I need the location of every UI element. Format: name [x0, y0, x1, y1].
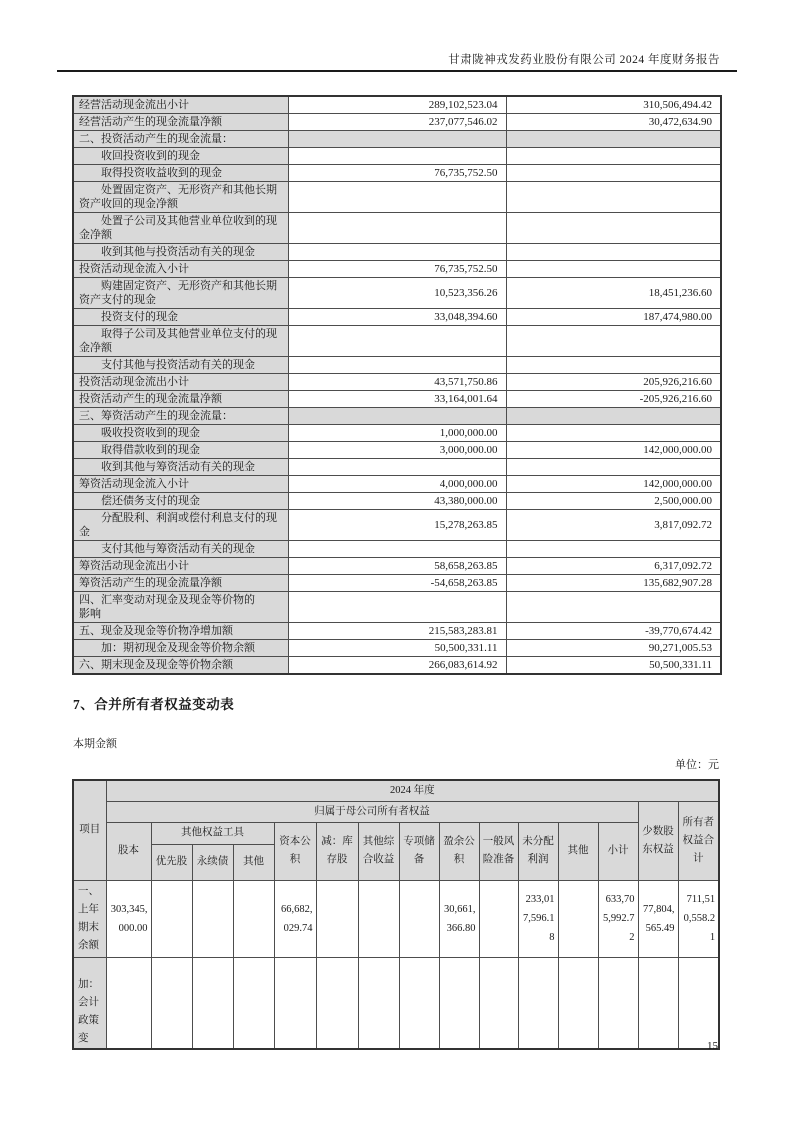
table-row [73, 182, 721, 213]
header-total-equity: 所有者权益合计 [678, 801, 719, 880]
cell-other [558, 880, 598, 957]
table-row [73, 442, 721, 459]
row-label: 筹资活动产生的现金流量净额 [73, 575, 288, 592]
row-label: 取得借款收到的现金 [73, 442, 288, 459]
value-current-period [288, 592, 506, 623]
header-minority-interest: 少数股东权益 [638, 801, 678, 880]
value-current-period [288, 182, 506, 213]
value-current-period: 33,164,001.64 [288, 391, 506, 408]
value-previous-period: 205,926,216.60 [506, 374, 721, 391]
table-row [73, 880, 719, 957]
value-current-period: -54,658,263.85 [288, 575, 506, 592]
row-label: 收到其他与投资活动有关的现金 [73, 244, 288, 261]
header-capital-reserve: 资本公积 [274, 822, 316, 880]
header-perpetual-bonds: 永续债 [192, 844, 233, 880]
header-row-parent [73, 801, 719, 822]
cell-minority [638, 957, 678, 1049]
cell-subtotal [598, 957, 638, 1049]
table-row [73, 165, 721, 182]
row-label: 处置固定资产、无形资产和其他长期资产收回的现金净额 [73, 182, 288, 213]
table-row [73, 96, 721, 114]
header-other: 其他 [558, 822, 598, 880]
cell-retained-profit: 233,017,596.18 [518, 880, 558, 957]
section-heading: 7、合并所有者权益变动表 [73, 697, 235, 712]
table-row [73, 657, 721, 675]
value-current-period [288, 541, 506, 558]
row-label: 五、现金及现金等价物净增加额 [73, 623, 288, 640]
value-current-period: 43,380,000.00 [288, 493, 506, 510]
cell-capital-reserve: 66,682,029.74 [274, 880, 316, 957]
value-current-period [288, 357, 506, 374]
cell-surplus-reserve: 30,661,366.80 [439, 880, 479, 957]
cell-other-instrument [233, 880, 274, 957]
value-previous-period [506, 357, 721, 374]
row-label: 收到其他与筹资活动有关的现金 [73, 459, 288, 476]
page-number: 15 [707, 1040, 718, 1052]
header-oci: 其他综合收益 [358, 822, 399, 880]
value-current-period: 3,000,000.00 [288, 442, 506, 459]
value-previous-period: 90,271,005.53 [506, 640, 721, 657]
value-current-period: 76,735,752.50 [288, 261, 506, 278]
table-row [73, 425, 721, 442]
row-label: 经营活动现金流出小计 [73, 96, 288, 114]
row-label: 取得子公司及其他营业单位支付的现金净额 [73, 326, 288, 357]
header-general-risk: 一般风险准备 [479, 822, 518, 880]
value-current-period: 289,102,523.04 [288, 96, 506, 114]
header-parent-equity: 归属于母公司所有者权益 [106, 801, 638, 822]
value-previous-period: 30,472,634.90 [506, 114, 721, 131]
table-row [73, 623, 721, 640]
row-label: 加：期初现金及现金等价物余额 [73, 640, 288, 657]
row-label: 处置子公司及其他营业单位收到的现金净额 [73, 213, 288, 244]
value-current-period: 50,500,331.11 [288, 640, 506, 657]
value-previous-period [506, 592, 721, 623]
cell-preferred [151, 957, 192, 1049]
cell-retained-profit [518, 957, 558, 1049]
table-row [73, 374, 721, 391]
cell-other [558, 957, 598, 1049]
value-previous-period [506, 165, 721, 182]
section-subheading: 本期金额 [73, 738, 117, 750]
row-label: 筹资活动现金流入小计 [73, 476, 288, 493]
value-previous-period: -39,770,674.42 [506, 623, 721, 640]
header-item: 项目 [73, 780, 106, 880]
unit-label: 单位：元 [675, 759, 719, 771]
row-label: 筹资活动现金流出小计 [73, 558, 288, 575]
header-row-period [73, 780, 719, 801]
cell-oci [358, 957, 399, 1049]
cell-share-capital: 303,345,000.00 [106, 880, 151, 957]
table-row [73, 326, 721, 357]
cell-perpetual [192, 957, 233, 1049]
table-row [73, 278, 721, 309]
cell-other-instrument [233, 957, 274, 1049]
value-current-period: 43,571,750.86 [288, 374, 506, 391]
value-previous-period: 2,500,000.00 [506, 493, 721, 510]
table-row [73, 148, 721, 165]
value-current-period: 15,278,263.85 [288, 510, 506, 541]
row-label: 购建固定资产、无形资产和其他长期资产支付的现金 [73, 278, 288, 309]
row-label: 二、投资活动产生的现金流量： [73, 131, 288, 148]
cash-flow-table [72, 95, 722, 675]
value-current-period [288, 213, 506, 244]
value-current-period [288, 459, 506, 476]
row-label: 投资活动产生的现金流量净额 [73, 391, 288, 408]
value-previous-period: 50,500,331.11 [506, 657, 721, 675]
value-previous-period: 142,000,000.00 [506, 442, 721, 459]
value-previous-period [506, 131, 721, 148]
header-share-capital: 股本 [106, 822, 151, 880]
header-preferred-shares: 优先股 [151, 844, 192, 880]
table-row [73, 510, 721, 541]
table-row [73, 957, 719, 1049]
row-label: 收回投资收到的现金 [73, 148, 288, 165]
row-label: 偿还债务支付的现金 [73, 493, 288, 510]
value-previous-period [506, 182, 721, 213]
cell-general-risk [479, 880, 518, 957]
value-current-period: 33,048,394.60 [288, 309, 506, 326]
value-current-period: 4,000,000.00 [288, 476, 506, 493]
value-previous-period: 135,682,907.28 [506, 575, 721, 592]
row-label: 四、汇率变动对现金及现金等价物的影响 [73, 592, 288, 623]
value-previous-period: 310,506,494.42 [506, 96, 721, 114]
table-row [73, 244, 721, 261]
header-special-reserve: 专项储备 [399, 822, 439, 880]
header-other-equity-instruments: 其他权益工具 [151, 822, 274, 844]
cell-total: 711,510,558.21 [678, 880, 719, 957]
cell-total [678, 957, 719, 1049]
value-previous-period: 6,317,092.72 [506, 558, 721, 575]
value-current-period [288, 326, 506, 357]
cell-minority: 77,804,565.49 [638, 880, 678, 957]
table-row [73, 114, 721, 131]
table-row [73, 459, 721, 476]
value-previous-period [506, 408, 721, 425]
header-subtotal: 小计 [598, 822, 638, 880]
cell-share-capital [106, 957, 151, 1049]
equity-change-table [72, 779, 720, 1050]
cell-special-reserve [399, 957, 439, 1049]
row-label: 投资活动现金流出小计 [73, 374, 288, 391]
table-row [73, 558, 721, 575]
value-previous-period [506, 213, 721, 244]
cell-general-risk [479, 957, 518, 1049]
table-row [73, 261, 721, 278]
value-current-period: 58,658,263.85 [288, 558, 506, 575]
table-row [73, 213, 721, 244]
value-current-period: 237,077,546.02 [288, 114, 506, 131]
value-current-period [288, 148, 506, 165]
value-current-period [288, 408, 506, 425]
header-period: 2024 年度 [106, 780, 719, 801]
value-previous-period [506, 244, 721, 261]
row-label: 三、筹资活动产生的现金流量： [73, 408, 288, 425]
value-current-period: 76,735,752.50 [288, 165, 506, 182]
value-previous-period [506, 459, 721, 476]
table-row [73, 493, 721, 510]
row-label: 一、上年期末余额 [73, 880, 106, 957]
cell-special-reserve [399, 880, 439, 957]
value-current-period: 266,083,614.92 [288, 657, 506, 675]
header-retained-profit: 未分配利润 [518, 822, 558, 880]
header-surplus-reserve: 盈余公积 [439, 822, 479, 880]
row-label: 支付其他与投资活动有关的现金 [73, 357, 288, 374]
value-previous-period: 142,000,000.00 [506, 476, 721, 493]
value-previous-period: 187,474,980.00 [506, 309, 721, 326]
header-other-instrument: 其他 [233, 844, 274, 880]
section-row [73, 131, 721, 148]
value-current-period: 1,000,000.00 [288, 425, 506, 442]
value-previous-period [506, 541, 721, 558]
cell-subtotal: 633,705,992.72 [598, 880, 638, 957]
value-current-period [288, 244, 506, 261]
value-previous-period [506, 326, 721, 357]
value-current-period [288, 131, 506, 148]
table-row [73, 592, 721, 623]
header-less-treasury: 减：库存股 [316, 822, 358, 880]
cell-less-treasury [316, 957, 358, 1049]
row-label: 吸收投资收到的现金 [73, 425, 288, 442]
value-previous-period: -205,926,216.60 [506, 391, 721, 408]
document-header-title: 甘肃陇神戎发药业股份有限公司 2024 年度财务报告 [448, 54, 720, 66]
row-label: 加：会计政策变 [73, 957, 106, 1049]
value-previous-period: 3,817,092.72 [506, 510, 721, 541]
value-previous-period [506, 148, 721, 165]
section-row [73, 408, 721, 425]
cell-capital-reserve [274, 957, 316, 1049]
table-row [73, 541, 721, 558]
value-previous-period: 18,451,236.60 [506, 278, 721, 309]
row-label: 支付其他与筹资活动有关的现金 [73, 541, 288, 558]
table-row [73, 640, 721, 657]
cell-preferred [151, 880, 192, 957]
table-row [73, 357, 721, 374]
header-divider [57, 70, 737, 72]
table-row [73, 391, 721, 408]
header-row-groups [73, 822, 719, 844]
row-label: 分配股利、利润或偿付利息支付的现金 [73, 510, 288, 541]
row-label: 投资活动现金流入小计 [73, 261, 288, 278]
row-label: 投资支付的现金 [73, 309, 288, 326]
cell-perpetual [192, 880, 233, 957]
value-previous-period [506, 425, 721, 442]
value-previous-period [506, 261, 721, 278]
table-row [73, 309, 721, 326]
row-label: 经营活动产生的现金流量净额 [73, 114, 288, 131]
value-current-period: 10,523,356.26 [288, 278, 506, 309]
table-row [73, 575, 721, 592]
value-current-period: 215,583,283.81 [288, 623, 506, 640]
table-row [73, 476, 721, 493]
cell-surplus-reserve [439, 957, 479, 1049]
cell-less-treasury [316, 880, 358, 957]
row-label: 六、期末现金及现金等价物余额 [73, 657, 288, 675]
row-label: 取得投资收益收到的现金 [73, 165, 288, 182]
cell-oci [358, 880, 399, 957]
